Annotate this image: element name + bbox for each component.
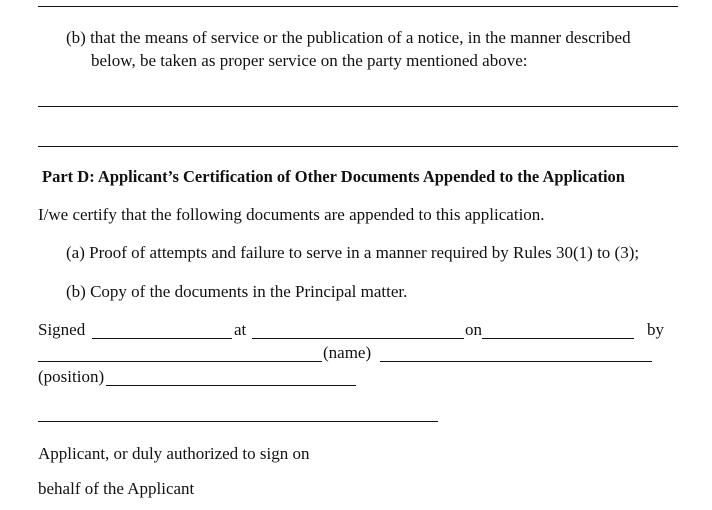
- name-label: (name): [323, 343, 372, 362]
- name-blank-right: [380, 361, 652, 362]
- at-label: at: [234, 320, 247, 339]
- top-rule: [38, 6, 678, 7]
- signed-blank: [92, 338, 232, 339]
- part-d-item-a: (a) Proof of attempts and failure to serve in a manner required by Rules 30(1) to (3);: [66, 243, 640, 262]
- answer-line-1: [38, 106, 678, 107]
- part-d-intro: I/we certify that the following documents are appended to this application.: [38, 205, 545, 224]
- part-d-item-b: (b) Copy of the documents in the Principal matter.: [66, 282, 408, 301]
- position-blank: [106, 385, 356, 386]
- position-label: (position): [38, 367, 105, 386]
- signature-line: [38, 421, 438, 422]
- item-b-line1: (b) that the means of service or the publication of a notice, in the manner described: [66, 28, 631, 47]
- part-d-heading: Part D: Applicant’s Certification of Other Documents Appended to the Application: [42, 167, 625, 186]
- on-label: on: [465, 320, 482, 339]
- applicant-caption-line2: behalf of the Applicant: [38, 479, 195, 498]
- name-blank-left: [38, 361, 322, 362]
- at-blank: [252, 338, 464, 339]
- item-b-line2: below, be taken as proper service on the party mentioned above:: [91, 51, 528, 70]
- answer-line-2: [38, 146, 678, 147]
- on-blank: [482, 338, 634, 339]
- applicant-caption-line1: Applicant, or duly authorized to sign on: [38, 444, 310, 463]
- signed-label: Signed: [38, 320, 86, 339]
- by-label: by: [647, 320, 664, 339]
